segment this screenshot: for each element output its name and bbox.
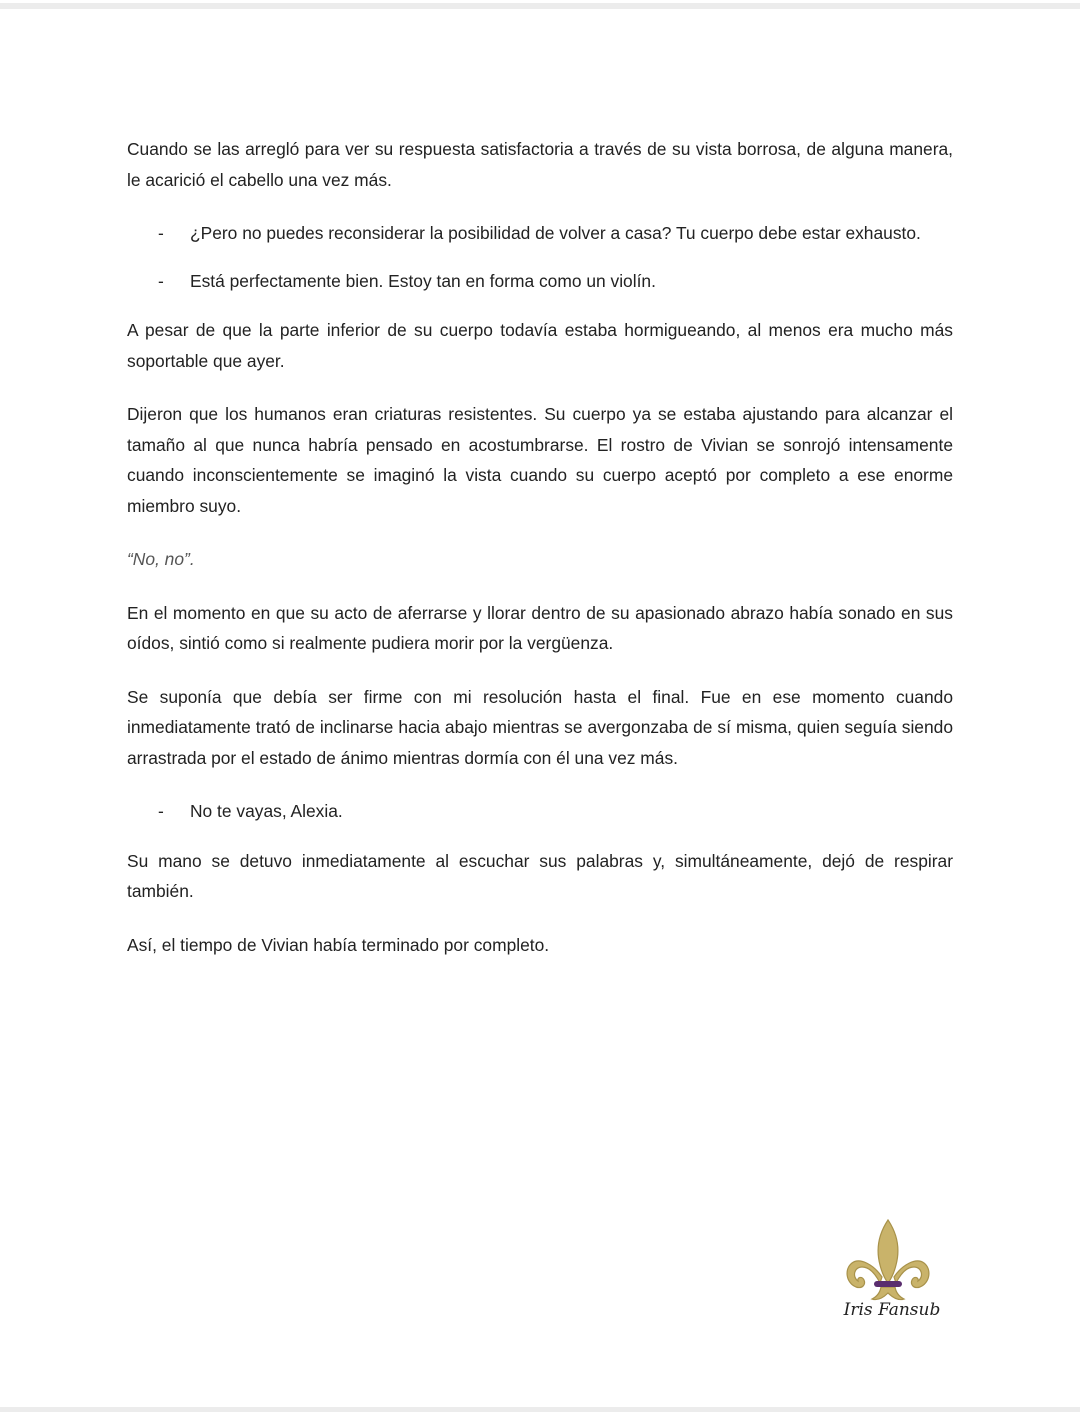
top-page-edge [0,3,1080,9]
paragraph: Su mano se detuvo inmediatamente al escuchar sus palabras y, simultáneamente, dejó de respirar también. [127,850,953,901]
bottom-page-edge [0,1407,1080,1412]
paragraph: Así, el tiempo de Vivian había terminado por completo. [127,934,550,955]
paragraph: Se suponía que debía ser firme con mi resolución hasta el final. Fue en ese momento cuando inmediatamente trató de inclinarse hacia abajo mientras se avergonzaba de sí misma, quien seguía siendo arrastrada por el estado de ánimo mientras dormía con él una vez más. [127,686,953,768]
dialogue-line [127,266,953,297]
paragraph: Dijeron que los humanos eran criaturas resistentes. Su cuerpo ya se estaba ajustando para alcanzar el tamaño al que nunca habría pensado en acostumbrarse. El rostro de Vivian se sonrojó intensamente cuando inconscientemente se imaginó la vista cuando su cuerpo aceptó por completo a ese enorme miembro suyo. [127,404,953,516]
document-body [127,134,953,983]
dialogue-text: ¿Pero no puedes reconsiderar la posibilidad de volver a casa? Tu cuerpo debe estar exhausto. [190,223,921,243]
dialogue-text: No te vayas, Alexia. [190,801,343,821]
dialogue-dash: - [158,223,164,243]
paragraph: En el momento en que su acto de aferrarse y llorar dentro de su apasionado abrazo había sonado en sus oídos, sintió como si realmente pudiera morir por la vergüenza. [127,602,953,653]
dialogue-dash: - [158,270,164,291]
paragraph: Cuando se las arregló para ver su respuesta satisfactoria a través de su vista borrosa, de alguna manera, le acarició el cabello una vez más. [127,139,953,190]
dialogue-line [127,218,953,249]
logo-band [874,1281,902,1287]
dialogue-dash: - [158,801,164,821]
thought-line: “No, no”. [127,549,195,569]
dialogue-text: Está perfectamente bien. Estoy tan en forma como un violín. [190,270,656,291]
paragraph: A pesar de que la parte inferior de su cuerpo todavía estaba hormigueando, al menos era mucho más soportable que ayer. [127,320,953,371]
dialogue-line [127,796,953,827]
logo-caption: Iris Fansub [843,1300,941,1320]
